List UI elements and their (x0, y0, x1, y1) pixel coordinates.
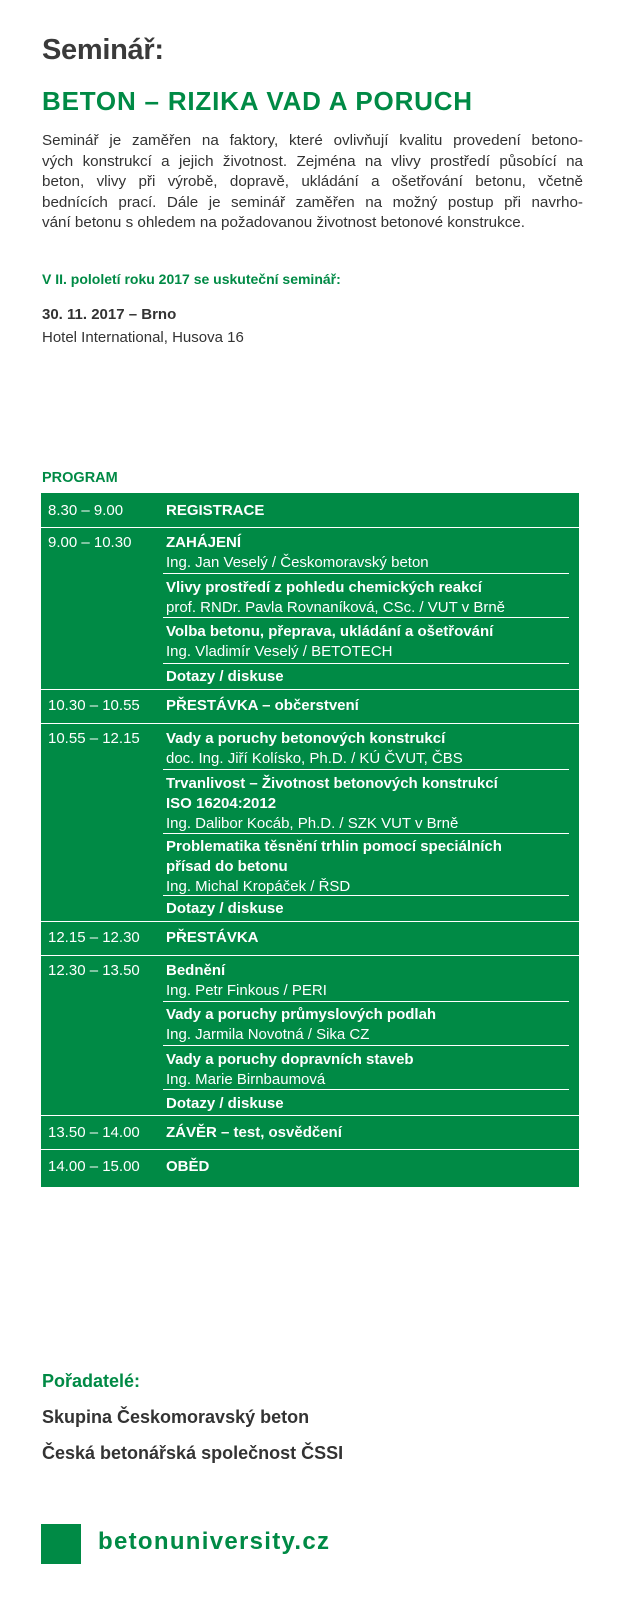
program-table (41, 493, 579, 1187)
organizer-name: Česká betonářská společnost ČSSI (42, 1443, 344, 1463)
program-item (166, 729, 576, 769)
item-divider (163, 1001, 569, 1002)
item-title: Volba betonu, přeprava, ukládání a ošetřování (166, 623, 494, 640)
item-speaker: Ing. Petr Finkous / PERI (166, 982, 327, 999)
website-link[interactable]: betonuniversity.cz (98, 1528, 331, 1555)
program-item (166, 774, 576, 834)
item-divider (163, 573, 569, 574)
row-divider (41, 1115, 579, 1116)
intro-line: vání betonu s ohledem na požadovanou životnost betonové konstrukce. (42, 214, 525, 231)
organizers-label: Pořadatelé: (42, 1371, 141, 1391)
item-speaker: doc. Ing. Jiří Kolísko, Ph.D. / KÚ ČVUT, ČBS (166, 750, 463, 767)
program-item (166, 899, 576, 919)
item-title: Vlivy prostředí z pohledu chemických reakcí (166, 579, 482, 596)
program-item (166, 501, 576, 521)
program-item (166, 622, 576, 662)
item-title: ZÁVĚR – test, osvědčení (166, 1124, 342, 1141)
intro-line: bednících prací. Dále je seminář zaměřen na možný postup při navrho- (42, 193, 583, 211)
item-title: PŘESTÁVKA (166, 929, 259, 946)
item-title: OBĚD (166, 1158, 210, 1175)
event-date: 30. 11. 2017 – Brno (42, 306, 177, 323)
program-item (166, 1050, 576, 1090)
item-speaker: Ing. Michal Kropáček / ŘSD (166, 878, 351, 895)
program-item (166, 533, 576, 573)
program-item (166, 961, 576, 1001)
event-heading: V II. pololetí roku 2017 se uskuteční seminář: (42, 271, 341, 287)
organizer-name: Skupina Českomoravský beton (42, 1407, 310, 1427)
item-speaker: Ing. Jarmila Novotná / Sika CZ (166, 1026, 370, 1043)
item-title: Bednění (166, 962, 226, 979)
intro-paragraph (42, 131, 583, 234)
program-item (166, 667, 576, 687)
item-title: Trvanlivost – Životnost betonových konstrukcí (166, 775, 498, 792)
item-speaker: Ing. Dalibor Kocáb, Ph.D. / SZK VUT v Brně (166, 815, 459, 832)
item-title: PŘESTÁVKA – občerstvení (166, 697, 359, 714)
item-title: ZAHÁJENÍ (166, 534, 242, 551)
program-item (166, 1157, 576, 1177)
row-divider (41, 1149, 579, 1150)
item-speaker: Ing. Vladimír Veselý / BETOTECH (166, 643, 393, 660)
item-divider (163, 769, 569, 770)
item-speaker: prof. RNDr. Pavla Rovnaníková, CSc. / VUT v Brně (166, 599, 506, 616)
intro-line: vých konstrukcí a jejich životnost. Zejména na vlivy prostředí působící na (42, 152, 583, 170)
intro-line: beton, vlivy při výrobě, dopravě, ukládání a ošetřování betonu, včetně (42, 173, 583, 190)
program-item (166, 1123, 576, 1143)
item-title: Problematika těsnění trhlin pomocí speciálních (166, 838, 502, 855)
time-slot: 10.55 – 12.15 (48, 730, 140, 747)
item-divider (163, 1045, 569, 1046)
program-item (166, 1005, 576, 1045)
item-speaker: Ing. Marie Birnbaumová (166, 1071, 326, 1088)
item-title: Dotazy / diskuse (166, 900, 284, 917)
item-title: Vady a poruchy průmyslových podlah (166, 1006, 437, 1023)
item-title-continued: ISO 16204:2012 (166, 795, 277, 812)
item-speaker: Ing. Jan Veselý / Českomoravský beton (166, 554, 429, 571)
program-item (166, 578, 576, 618)
seminar-topic-heading: BETON – RIZIKA VAD A PORUCH (42, 86, 473, 116)
program-item (166, 928, 576, 948)
row-divider (41, 723, 579, 724)
logo-square (41, 1524, 81, 1564)
time-slot: 8.30 – 9.00 (48, 502, 124, 519)
page-title: Seminář: (42, 34, 164, 66)
event-venue: Hotel International, Husova 16 (42, 329, 244, 346)
program-item (166, 1094, 576, 1114)
item-title: Vady a poruchy betonových konstrukcí (166, 730, 446, 747)
item-divider (163, 663, 569, 664)
time-slot: 14.00 – 15.00 (48, 1158, 140, 1175)
item-title: Dotazy / diskuse (166, 1095, 284, 1112)
time-slot: 9.00 – 10.30 (48, 534, 132, 551)
time-slot: 13.50 – 14.00 (48, 1124, 140, 1141)
item-title: Vady a poruchy dopravních staveb (166, 1051, 414, 1068)
row-divider (41, 921, 579, 922)
row-divider (41, 955, 579, 956)
program-item (166, 837, 576, 897)
program-item (166, 696, 576, 716)
item-title: Dotazy / diskuse (166, 668, 284, 685)
intro-line: Seminář je zaměřen na faktory, které ovlivňují kvalitu provedení betono- (42, 132, 583, 149)
item-title: REGISTRACE (166, 502, 265, 519)
program-label: PROGRAM (42, 470, 118, 486)
row-divider (41, 689, 579, 690)
time-slot: 12.15 – 12.30 (48, 929, 140, 946)
time-slot: 10.30 – 10.55 (48, 697, 140, 714)
row-divider (41, 527, 579, 528)
time-slot: 12.30 – 13.50 (48, 962, 140, 979)
item-title-continued: přísad do betonu (166, 858, 288, 875)
